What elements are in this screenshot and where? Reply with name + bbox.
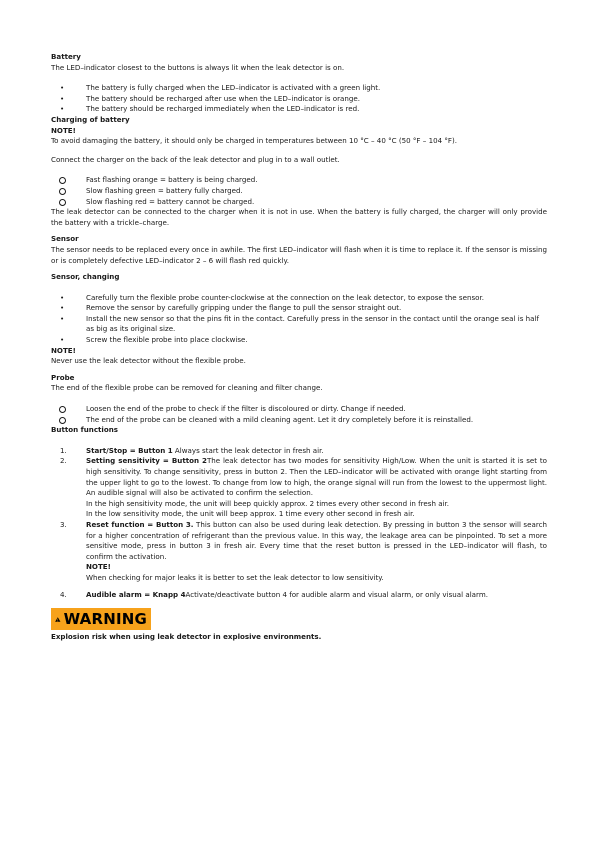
button-functions-list xyxy=(51,446,547,600)
sensor-changing-note-text: Never use the leak detector without the flexible probe. xyxy=(51,356,246,366)
list-item: The end of the probe can be cleaned with a mild cleaning agent. Let it dry completely before it is reinstalled. xyxy=(51,415,547,426)
item-title: Reset function = Button 3. xyxy=(86,519,194,529)
list-item: Loosen the end of the probe to check if the filter is discoloured or dirty. Change if needed. xyxy=(51,404,547,415)
warning-title: WARNING xyxy=(63,609,147,628)
item-title: Setting sensitivity = Button 2 xyxy=(86,456,207,466)
item-note-label: NOTE! xyxy=(86,562,111,572)
list-item: • Carefully turn the flexible probe counter-clockwise at the connection on the leak detector, to expose the sensor. xyxy=(51,293,547,304)
warning-triangle-icon xyxy=(55,612,61,627)
warning-label xyxy=(51,608,151,630)
sensor-heading: Sensor xyxy=(51,234,79,244)
item-text: This button can also be used during leak detection. By pressing in button 3 the sensor will search for a higher concentration of refrigerant than the previous value. In this way, the leakage area can be pinpointed. To set a more sensitive mode, press in button 3 in fresh air. Every time that the reset button is pressed in the LED–indicator will flash, to confirm the activation. xyxy=(86,519,547,561)
list-item xyxy=(51,446,547,457)
probe-list xyxy=(51,404,547,425)
item-text: Always start the leak detector in fresh air. xyxy=(172,445,324,455)
list-item: • The battery should be recharged after use when the LED–indicator is orange. xyxy=(51,94,547,105)
list-number: 1. xyxy=(60,445,67,455)
charging-list xyxy=(51,175,547,207)
sensor-text: The sensor needs to be replaced every once in awhile. The first LED–indicator will flash when it is time to replace it. If the sensor is missing or is completely defective LED–indicator 2 – 6 will flash red quickly. xyxy=(51,244,547,265)
list-number: 3. xyxy=(60,519,67,529)
list-item: • The battery is fully charged when the LED–indicator is activated with a green light. xyxy=(51,83,547,94)
list-item: • Screw the flexible probe into place clockwise. xyxy=(51,335,547,346)
battery-list xyxy=(51,83,547,115)
button-functions-heading: Button functions xyxy=(51,425,118,435)
item-note-text: When checking for major leaks it is better to set the leak detector to low sensitivity. xyxy=(86,572,384,582)
charging-after-text: The leak detector can be connected to the charger when it is not in use. When the battery is fully charged, the charger will only provide the battery with a trickle–charge. xyxy=(51,207,547,227)
list-number: 4. xyxy=(60,589,67,599)
list-item xyxy=(51,590,547,601)
item-text: The leak detector has two modes for sensitivity High/Low. When the unit is started it is set to high sensitivity. To change sensitivity, press in button 2. Then the LED–indicator will be activated with orange light starting from the upper light to go to the lowest. To change from low to high, the orange signal will run from the lowest to the uppermost light. An audible signal will also be activated to confirm the selection. xyxy=(86,456,547,498)
list-item: • Install the new sensor so that the pins fit in the contact. Carefully press in the sensor in the contact until the orange seal is half as big as its original size. xyxy=(51,314,547,335)
probe-heading: Probe xyxy=(51,372,75,382)
battery-heading: Battery xyxy=(51,52,81,61)
charging-heading: Charging of battery xyxy=(51,114,130,124)
battery-intro: The LED–indicator closest to the buttons is always lit when the leak detector is on. xyxy=(51,62,345,72)
list-item: Fast flashing orange = battery is being charged. xyxy=(51,175,547,186)
probe-text: The end of the flexible probe can be removed for cleaning and filter change. xyxy=(51,383,323,393)
document-page xyxy=(51,52,547,643)
list-item: • Remove the sensor by carefully gripping under the flange to pull the sensor straight out. xyxy=(51,303,547,314)
list-number: 2. xyxy=(60,456,67,466)
list-item: Slow flashing green = battery fully charged. xyxy=(51,186,547,197)
list-item: Slow flashing red = battery cannot be charged. xyxy=(51,197,547,208)
charging-note-label: NOTE! xyxy=(51,125,76,135)
item-extra: In the low sensitivity mode, the unit will beep approx. 1 time every other second in fresh air. xyxy=(86,509,415,519)
sensor-changing-note-label: NOTE! xyxy=(51,345,76,355)
charging-connect-text: Connect the charger on the back of the leak detector and plug in to a wall outlet. xyxy=(51,154,340,164)
sensor-changing-heading: Sensor, changing xyxy=(51,272,120,282)
warning-text: Explosion risk when using leak detector in explosive environments. xyxy=(51,632,322,642)
item-title: Audible alarm = Knapp 4 xyxy=(86,589,186,599)
list-item: • The battery should be recharged immediately when the LED–indicator is red. xyxy=(51,104,547,115)
item-title: Start/Stop = Button 1 xyxy=(86,445,173,455)
item-extra: In the high sensitivity mode, the unit will beep quickly approx. 2 times every other second in fresh air. xyxy=(86,498,450,508)
list-item xyxy=(51,520,547,584)
list-item xyxy=(51,456,547,520)
charging-note-text: To avoid damaging the battery, it should only be charged in temperatures between 10 °C – 40 °C (50 °F – 104 °F). xyxy=(51,136,458,146)
sensor-changing-list xyxy=(51,293,547,346)
item-text: Activate/deactivate button 4 for audible alarm and visual alarm, or only visual alarm. xyxy=(185,589,488,599)
